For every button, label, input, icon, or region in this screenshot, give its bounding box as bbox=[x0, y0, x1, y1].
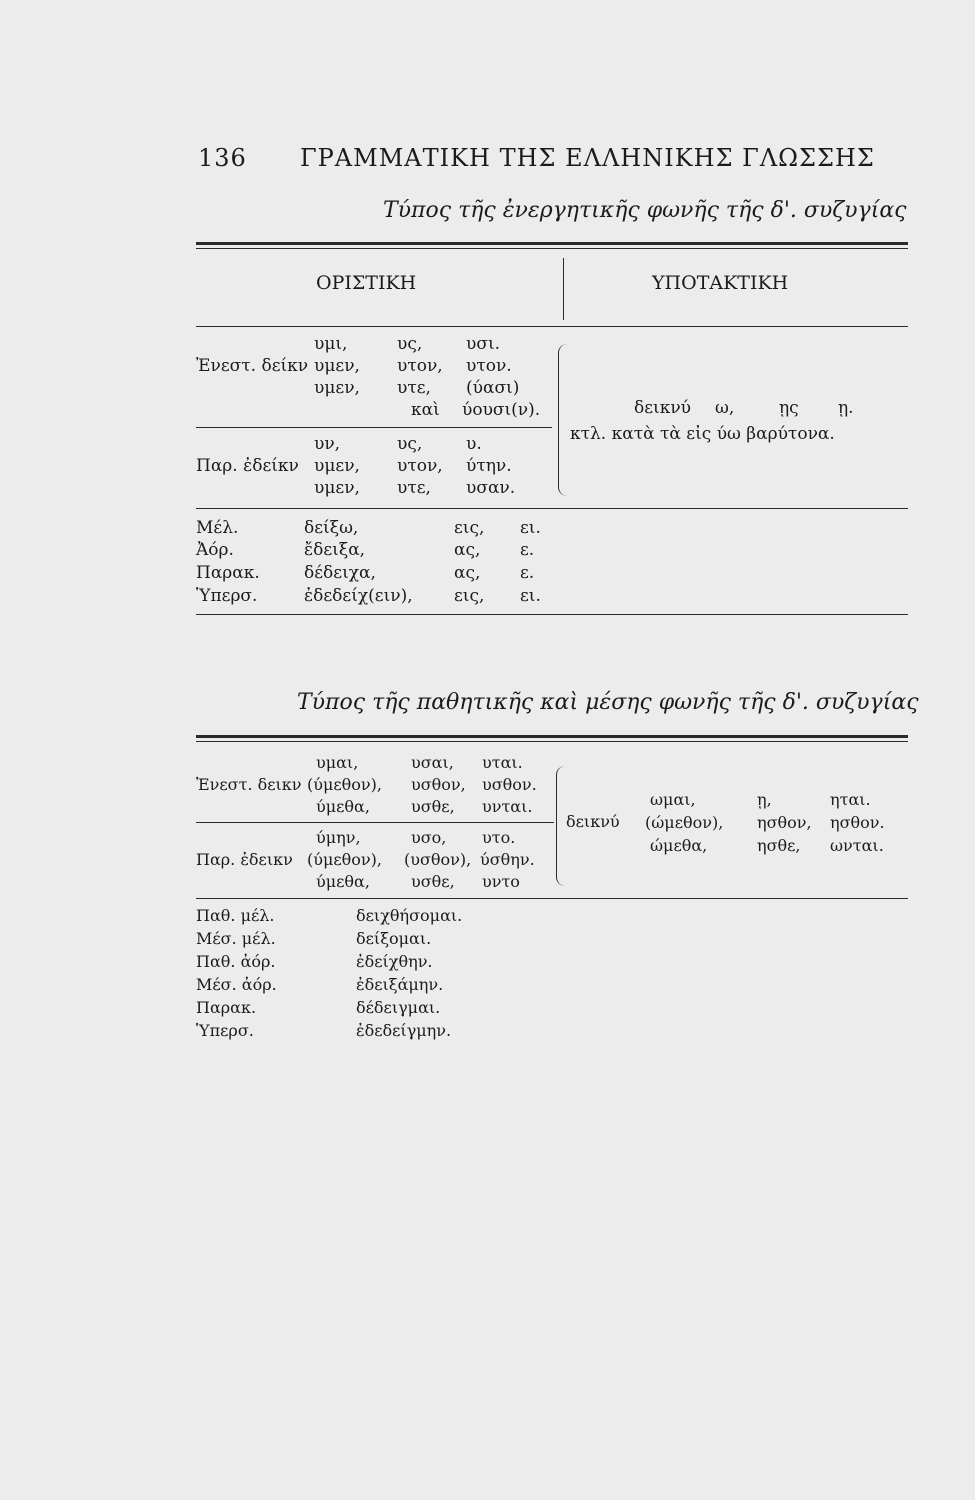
passive-subj-stem: δεικνύ bbox=[566, 812, 620, 831]
tense-ending: ας, bbox=[454, 563, 481, 583]
form: υμεν, bbox=[314, 478, 360, 498]
form: καὶ bbox=[411, 400, 440, 420]
subj-ending: ῃς bbox=[779, 398, 799, 418]
form: υτε, bbox=[397, 478, 431, 498]
subj-ending: ώμεθα, bbox=[650, 836, 708, 855]
tense-form: ἐδεδείγμην. bbox=[356, 1021, 452, 1040]
tense-form: δείξομαι. bbox=[356, 929, 432, 948]
col-subjunctive: ΥΠΟΤΑΚΤΙΚΗ bbox=[652, 272, 789, 294]
form: υντο bbox=[482, 872, 520, 891]
tense-label: Ἀόρ. bbox=[196, 540, 234, 560]
form: (υσθον), bbox=[404, 850, 472, 869]
passive-top-rule bbox=[196, 735, 908, 738]
passive-caption: Τύπος τῆς παθητικῆς καὶ μέσης φωνῆς τῆς δ'. συζυγίας bbox=[297, 690, 919, 715]
form: υτον. bbox=[466, 356, 512, 376]
passive-brace bbox=[556, 766, 565, 886]
subj-ending: ησθον, bbox=[757, 813, 812, 832]
active-present-label: Ἐνεστ. δείκν bbox=[196, 356, 309, 376]
subj-ending: ω, bbox=[715, 398, 735, 418]
active-tense-rule bbox=[196, 508, 908, 509]
form: υσθε, bbox=[411, 872, 455, 891]
col-indicative: ΟΡΙΣΤΙΚΗ bbox=[316, 272, 417, 294]
tense-ending: ας, bbox=[454, 540, 481, 560]
form: ύτην. bbox=[466, 456, 512, 476]
active-header-rule bbox=[196, 326, 908, 327]
form: υμαι, bbox=[316, 753, 359, 772]
form: ύουσι(ν). bbox=[462, 400, 541, 420]
tense-ending: ει. bbox=[520, 518, 541, 538]
form: υτο. bbox=[482, 828, 516, 847]
form: υμεν, bbox=[314, 456, 360, 476]
running-title: ΓΡΑΜΜΑΤΙΚΗ ΤΗΣ ΕΛΛΗΝΙΚΗΣ ΓΛΩΣΣΗΣ bbox=[300, 144, 875, 172]
form: υς, bbox=[397, 334, 423, 354]
column-divider bbox=[563, 258, 564, 320]
subj-note: κτλ. κατὰ τὰ εἰς ύω βαρύτονα. bbox=[570, 424, 835, 444]
form: υσθον. bbox=[482, 775, 537, 794]
subj-ending: ῃ. bbox=[838, 398, 854, 418]
tense-label: Παθ. μέλ. bbox=[196, 906, 275, 925]
form: υτον, bbox=[397, 356, 443, 376]
form: υ. bbox=[466, 434, 482, 454]
passive-top-rule-thin bbox=[196, 741, 908, 742]
active-caption: Τύπος τῆς ἐνεργητικῆς φωνῆς τῆς δ'. συζυγίας bbox=[383, 198, 907, 223]
form: υσθε, bbox=[411, 797, 455, 816]
tense-form: δείξω, bbox=[304, 518, 359, 538]
form: υσο, bbox=[411, 828, 447, 847]
tense-label: Μέλ. bbox=[196, 518, 239, 538]
tense-label: Μέσ. ἀόρ. bbox=[196, 975, 277, 994]
form: υτον, bbox=[397, 456, 443, 476]
passive-mid-rule bbox=[196, 822, 554, 823]
form: υσαν. bbox=[466, 478, 516, 498]
form: υτε, bbox=[397, 378, 431, 398]
subj-ending: ησθον. bbox=[830, 813, 885, 832]
tense-label: Ὑπερσ. bbox=[196, 586, 258, 606]
tense-label: Παρακ. bbox=[196, 998, 257, 1017]
active-imperfect-label: Παρ. ἐδείκν bbox=[196, 456, 299, 476]
active-brace bbox=[558, 344, 567, 496]
form: υσθον, bbox=[411, 775, 466, 794]
tense-ending: εις, bbox=[454, 518, 485, 538]
tense-form: δειχθήσομαι. bbox=[356, 906, 463, 925]
subj-ending: ηται. bbox=[830, 790, 871, 809]
form: υς, bbox=[397, 434, 423, 454]
subj-ending: ῃ, bbox=[757, 790, 772, 809]
form: υσι. bbox=[466, 334, 501, 354]
tense-label: Ὑπερσ. bbox=[196, 1021, 254, 1040]
passive-present-label: Ἐνεστ. δεικν bbox=[196, 775, 302, 794]
form: υμι, bbox=[314, 334, 348, 354]
tense-form: ἐδείχθην. bbox=[356, 952, 433, 971]
form: (ύασι) bbox=[466, 378, 520, 398]
subj-ending: (ώμεθον), bbox=[645, 813, 724, 832]
form: ύμεθα, bbox=[316, 797, 370, 816]
active-top-rule bbox=[196, 242, 908, 245]
tense-label: Μέσ. μέλ. bbox=[196, 929, 276, 948]
active-bottom-rule bbox=[196, 614, 908, 615]
form: ύμεθα, bbox=[316, 872, 370, 891]
passive-tense-rule bbox=[196, 898, 908, 899]
form: υσαι, bbox=[411, 753, 454, 772]
tense-form: δέδειχα, bbox=[304, 563, 376, 583]
tense-label: Παθ. ἀόρ. bbox=[196, 952, 276, 971]
tense-label: Παρακ. bbox=[196, 563, 260, 583]
tense-ending: ε. bbox=[520, 563, 535, 583]
passive-imperfect-label: Παρ. ἐδεικν bbox=[196, 850, 293, 869]
form: υται. bbox=[482, 753, 523, 772]
tense-form: δέδειγμαι. bbox=[356, 998, 441, 1017]
tense-ending: εις, bbox=[454, 586, 485, 606]
subj-ending: ωμαι, bbox=[650, 790, 696, 809]
tense-form: ἐδειξάμην. bbox=[356, 975, 444, 994]
tense-ending: ε. bbox=[520, 540, 535, 560]
page-number: 136 bbox=[198, 144, 247, 172]
form: (ύμεθον), bbox=[307, 775, 382, 794]
form: ύσθην. bbox=[480, 850, 535, 869]
form: (ύμεθον), bbox=[307, 850, 382, 869]
form: υνται. bbox=[482, 797, 533, 816]
subj-stem: δεικνύ bbox=[634, 398, 692, 418]
tense-ending: ει. bbox=[520, 586, 541, 606]
active-mid-rule bbox=[196, 427, 552, 428]
form: υμεν, bbox=[314, 356, 360, 376]
subj-ending: ωνται. bbox=[830, 836, 884, 855]
tense-form: ἐδεδείχ(ειν), bbox=[304, 586, 413, 606]
form: υν, bbox=[314, 434, 341, 454]
tense-form: ἔδειξα, bbox=[304, 540, 366, 560]
subj-ending: ησθε, bbox=[757, 836, 801, 855]
form: υμεν, bbox=[314, 378, 360, 398]
form: ύμην, bbox=[316, 828, 361, 847]
active-top-rule-thin bbox=[196, 248, 908, 249]
